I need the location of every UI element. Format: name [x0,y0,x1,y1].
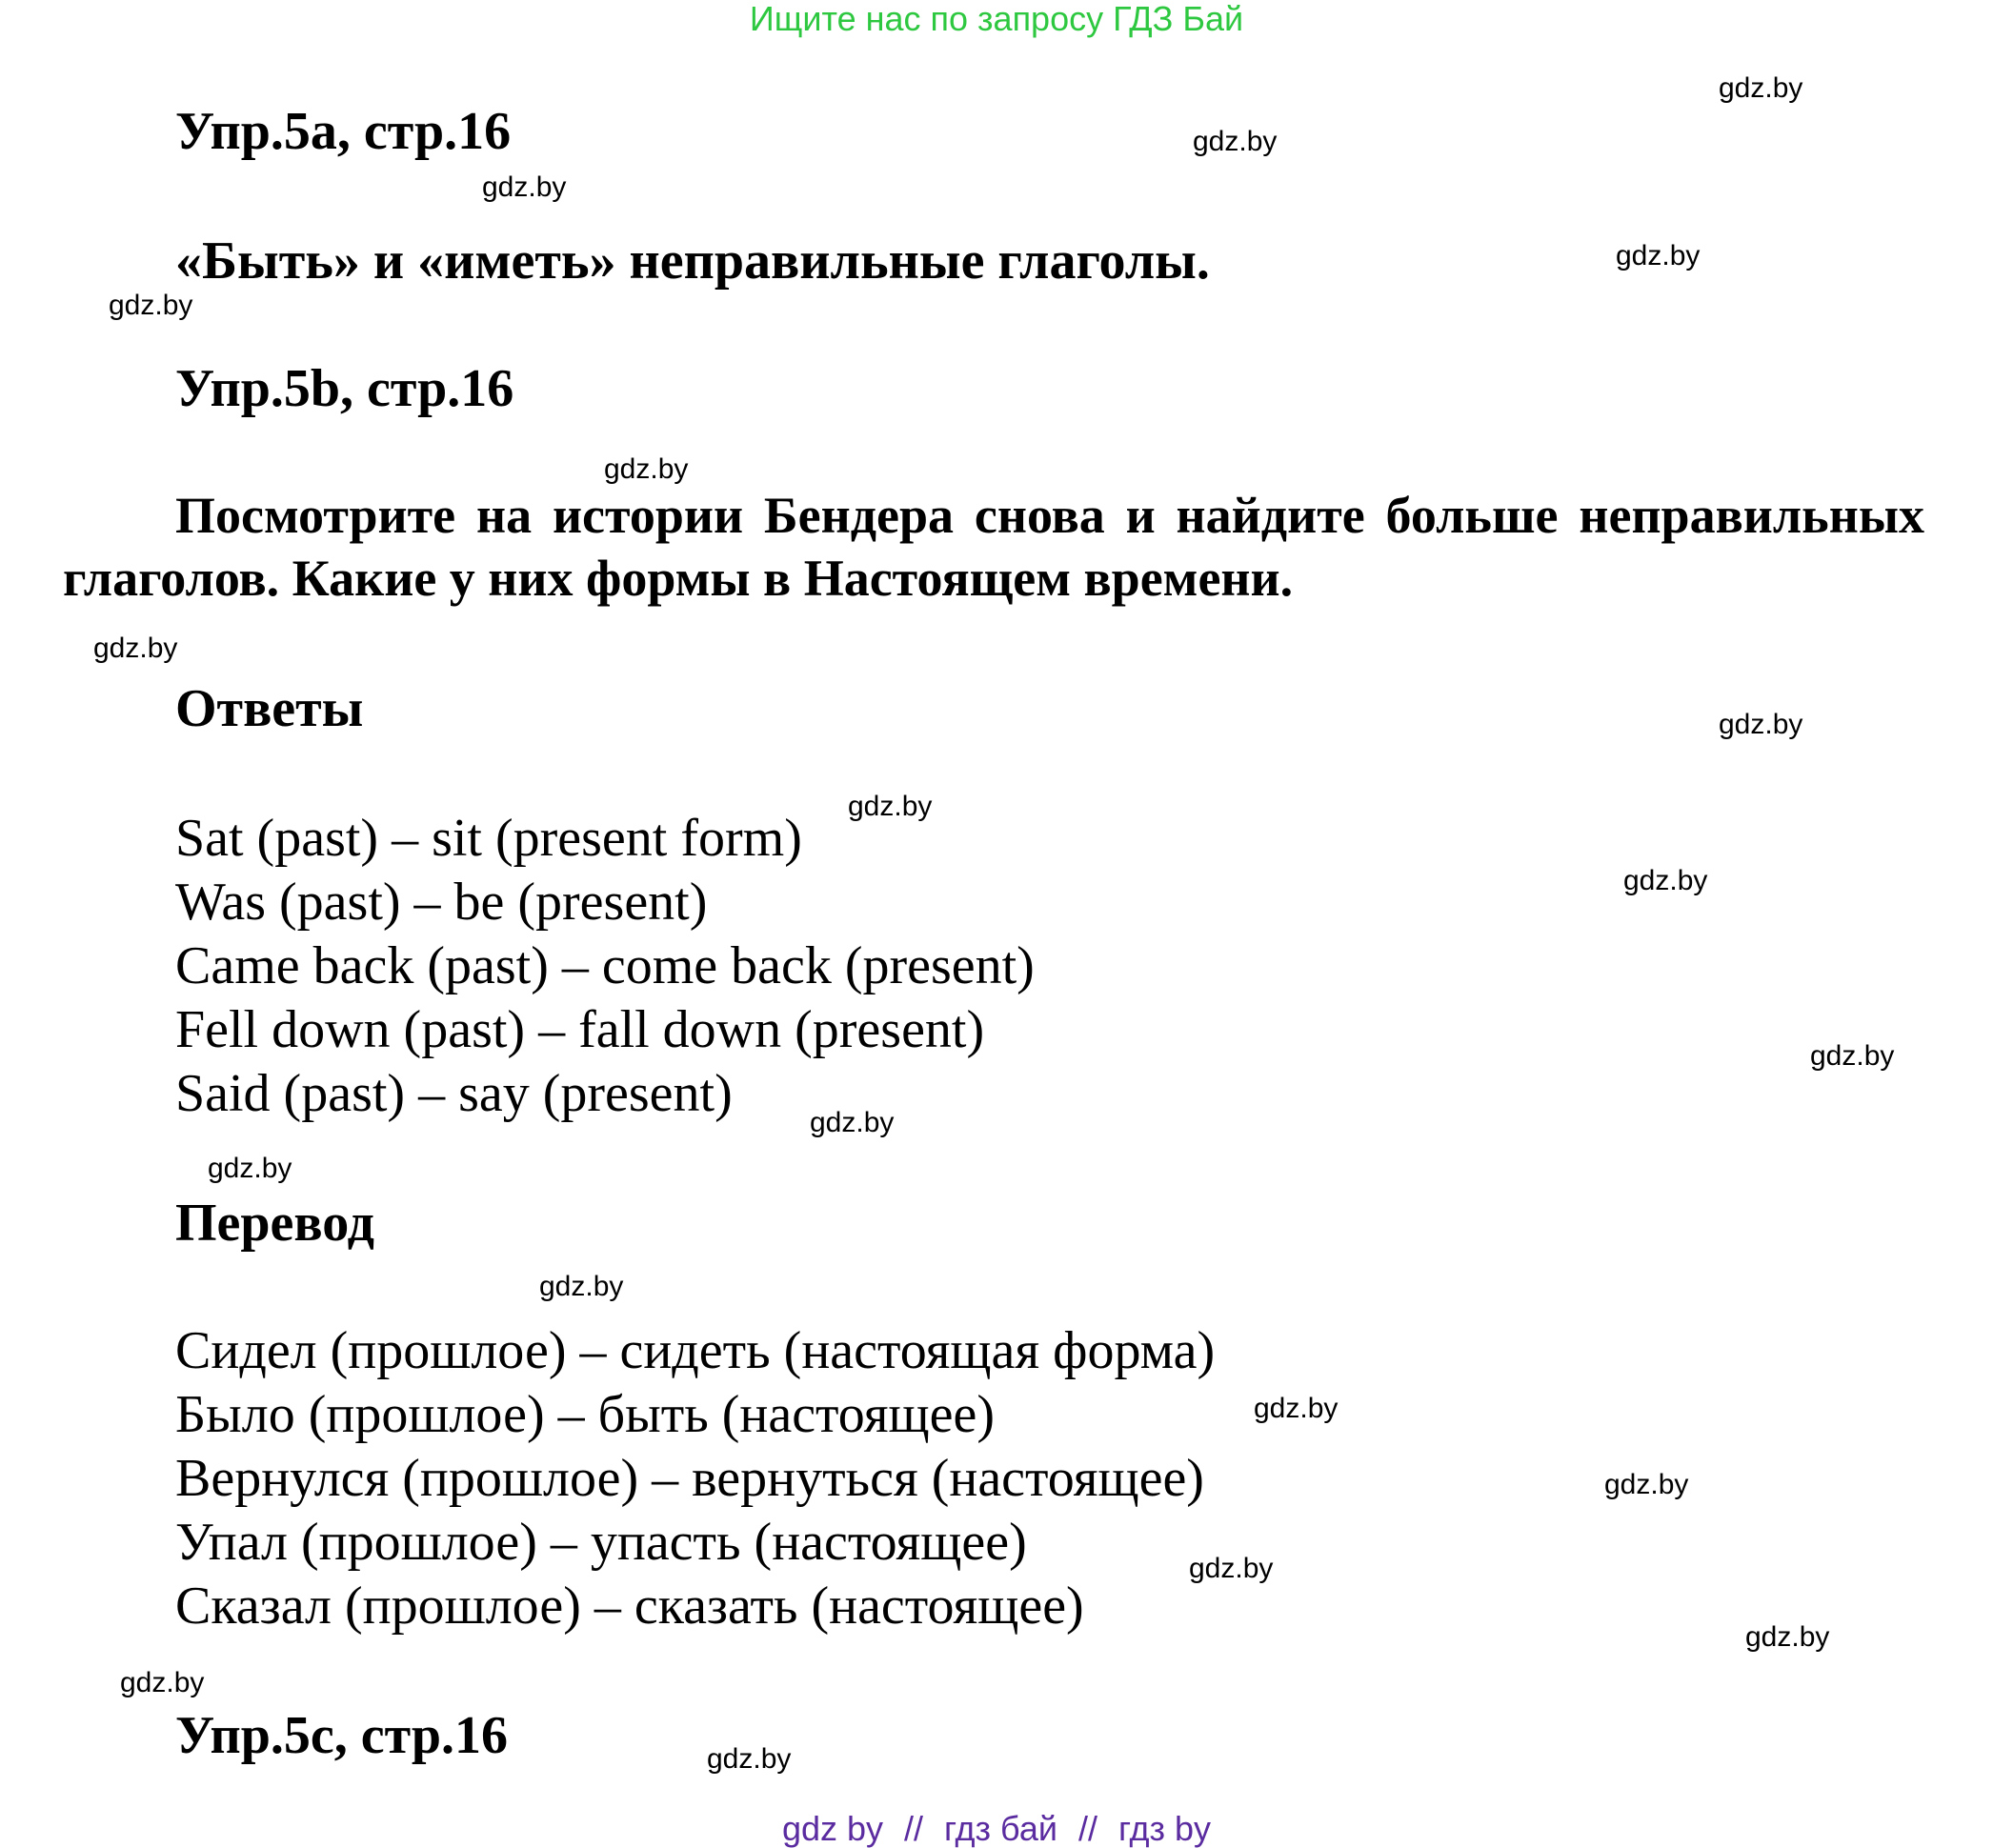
answer-line: Sat (past) – sit (present form) [175,809,802,868]
watermark: gdz.by [707,1743,792,1775]
footer-link-gdz-by-cyr[interactable]: гдз by [1118,1809,1212,1848]
watermark: gdz.by [1616,240,1701,271]
watermark: gdz.by [208,1153,292,1184]
watermark: gdz.by [109,290,193,321]
footer-links [0,1810,1993,1848]
answer-line: Said (past) – say (present) [175,1064,733,1123]
top-banner: Ищите нас по запросу ГДЗ Бай [749,0,1244,38]
translation-line: Сказал (прошлое) – сказать (настоящее) [175,1577,1084,1636]
watermark: gdz.by [93,633,178,664]
heading-ex5c: Упр.5c, стр.16 [175,1706,508,1765]
watermark: gdz.by [1254,1393,1339,1424]
translation-line: Сидел (прошлое) – сидеть (настоящая форма) [175,1321,1216,1380]
watermark: gdz.by [1719,72,1803,104]
heading-translation: Перевод [175,1194,374,1253]
heading-ex5a-subtitle: «Быть» и «иметь» неправильные глаголы. [175,231,1210,291]
answer-line: Was (past) – be (present) [175,873,708,932]
heading-ex5b: Упр.5b, стр.16 [175,359,514,418]
watermark: gdz.by [1193,126,1278,157]
watermark: gdz.by [1189,1553,1274,1584]
footer-separator: // [904,1809,924,1848]
watermark: gdz.by [1810,1040,1895,1072]
task-text-content: Посмотрите на истории Бендера снова и найдите больше неправильных глаголов. Какие у них формы в Настоящем времени. [63,487,1924,607]
watermark: gdz.by [1623,865,1708,896]
watermark: gdz.by [482,171,567,203]
watermark: gdz.by [1719,709,1803,740]
task-text [63,484,1924,610]
footer-link-gdz-bai[interactable]: гдз бай [944,1809,1057,1848]
footer-separator: // [1077,1809,1097,1848]
footer-link-gdz-by[interactable]: gdz by [781,1809,884,1848]
answer-line: Fell down (past) – fall down (present) [175,1000,985,1059]
watermark: gdz.by [604,453,689,485]
watermark: gdz.by [1745,1621,1830,1653]
answer-line: Came back (past) – come back (present) [175,936,1035,995]
watermark: gdz.by [120,1667,205,1698]
translation-line: Было (прошлое) – быть (настоящее) [175,1385,995,1444]
heading-ex5a: Упр.5a, стр.16 [175,102,512,161]
watermark: gdz.by [810,1107,895,1138]
watermark: gdz.by [539,1271,624,1302]
watermark: gdz.by [848,791,933,822]
heading-answers: Ответы [175,679,364,738]
translation-line: Упал (прошлое) – упасть (настоящее) [175,1513,1027,1572]
translation-line: Вернулся (прошлое) – вернуться (настоящее) [175,1449,1204,1508]
watermark: gdz.by [1604,1469,1689,1500]
